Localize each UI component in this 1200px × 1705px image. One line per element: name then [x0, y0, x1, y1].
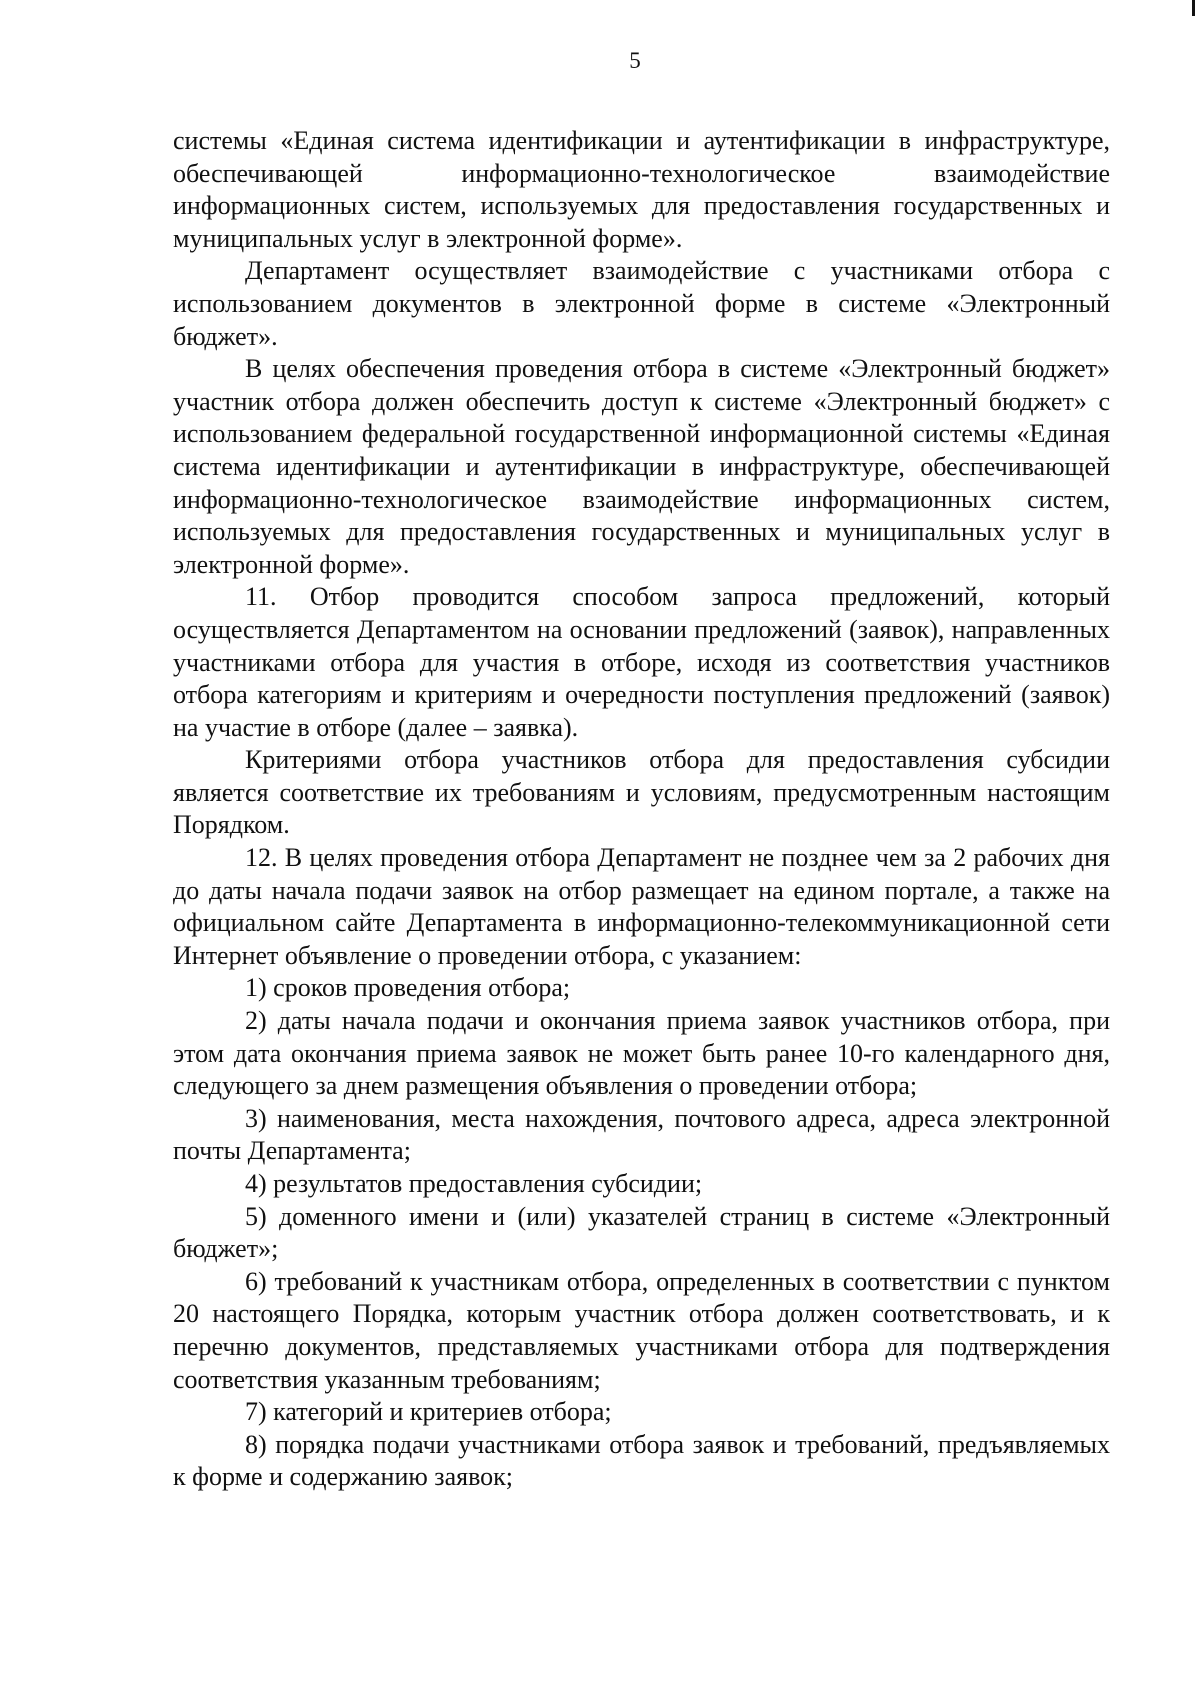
list-item-3: 3) наименования, места нахождения, почтового адреса, адреса электронной почты Департамента; — [173, 1103, 1110, 1166]
scan-edge-mark — [1192, 0, 1195, 16]
list-item-5: 5) доменного имени и (или) указателей страниц в системе «Электронный бюджет»; — [173, 1201, 1110, 1264]
list-item-7: 7) категорий и критериев отбора; — [245, 1397, 612, 1427]
list-item-1: 1) сроков проведения отбора; — [245, 973, 571, 1003]
list-item-8: 8) порядка подачи участниками отбора заявок и требований, предъявляемых к форме и содержанию заявок; — [173, 1429, 1110, 1492]
paragraph-access: В целях обеспечения проведения отбора в системе «Электронный бюджет» участник отбора должен обеспечить доступ к системе «Электронный бюджет» с использованием федеральной государственной информационной системы «Единая система идентификации и аутентификации в инфраструктуре, обеспечивающей информационно-технологическое взаимодействие информационных систем, используемых для предоставления государственных и муниципальных услуг в электронной форме». — [173, 354, 1110, 579]
list-item-2: 2) даты начала подачи и окончания приема заявок участников отбора, при этом дата окончания приема заявок не может быть ранее 10-го календарного дня, следующего за днем размещения объявления о проведении отбора; — [173, 1006, 1110, 1101]
list-item-6: 6) требований к участникам отбора, определенных в соответствии с пунктом 20 настоящего Порядка, которым участник отбора должен соответствовать, и к перечню документов, представляемых участниками отбора для подтверждения соответствия указанным требованиям; — [173, 1266, 1110, 1394]
paragraph-item-11: 11. Отбор проводится способом запроса предложений, который осуществляется Департаментом на основании предложений (заявок), направленных участниками отбора для участия в отборе, исходя из соответствия участников отбора категориям и критериям и очередности поступления предложений (заявок) на участие в отборе (далее – заявка). — [173, 582, 1110, 742]
list-item-4: 4) результатов предоставления субсидии; — [245, 1169, 703, 1198]
document-body — [173, 125, 1110, 1494]
page-number: 5 — [629, 48, 641, 73]
paragraph-criteria: Критериями отбора участников отбора для предоставления субсидии является соответствие их требованиям и условиям, предусмотренным настоящим Порядком. — [173, 745, 1110, 840]
paragraph-continuation: системы «Единая система идентификации и аутентификации в инфраструктуре, обеспечивающей информационно-технологическое взаимодействие информационных систем, используемых для предоставления государственных и муниципальных услуг в электронной форме». — [173, 126, 1110, 253]
paragraph-interaction: Департамент осуществляет взаимодействие с участниками отбора с использованием документов в электронной форме в системе «Электронный бюджет». — [173, 256, 1110, 351]
paragraph-item-12: 12. В целях проведения отбора Департамент не позднее чем за 2 рабочих дня до даты начала подачи заявок на отбор размещает на едином портале, а также на официальном сайте Департамента в информационно-телекоммуникационной сети Интернет объявление о проведении отбора, с указанием: — [173, 843, 1110, 970]
